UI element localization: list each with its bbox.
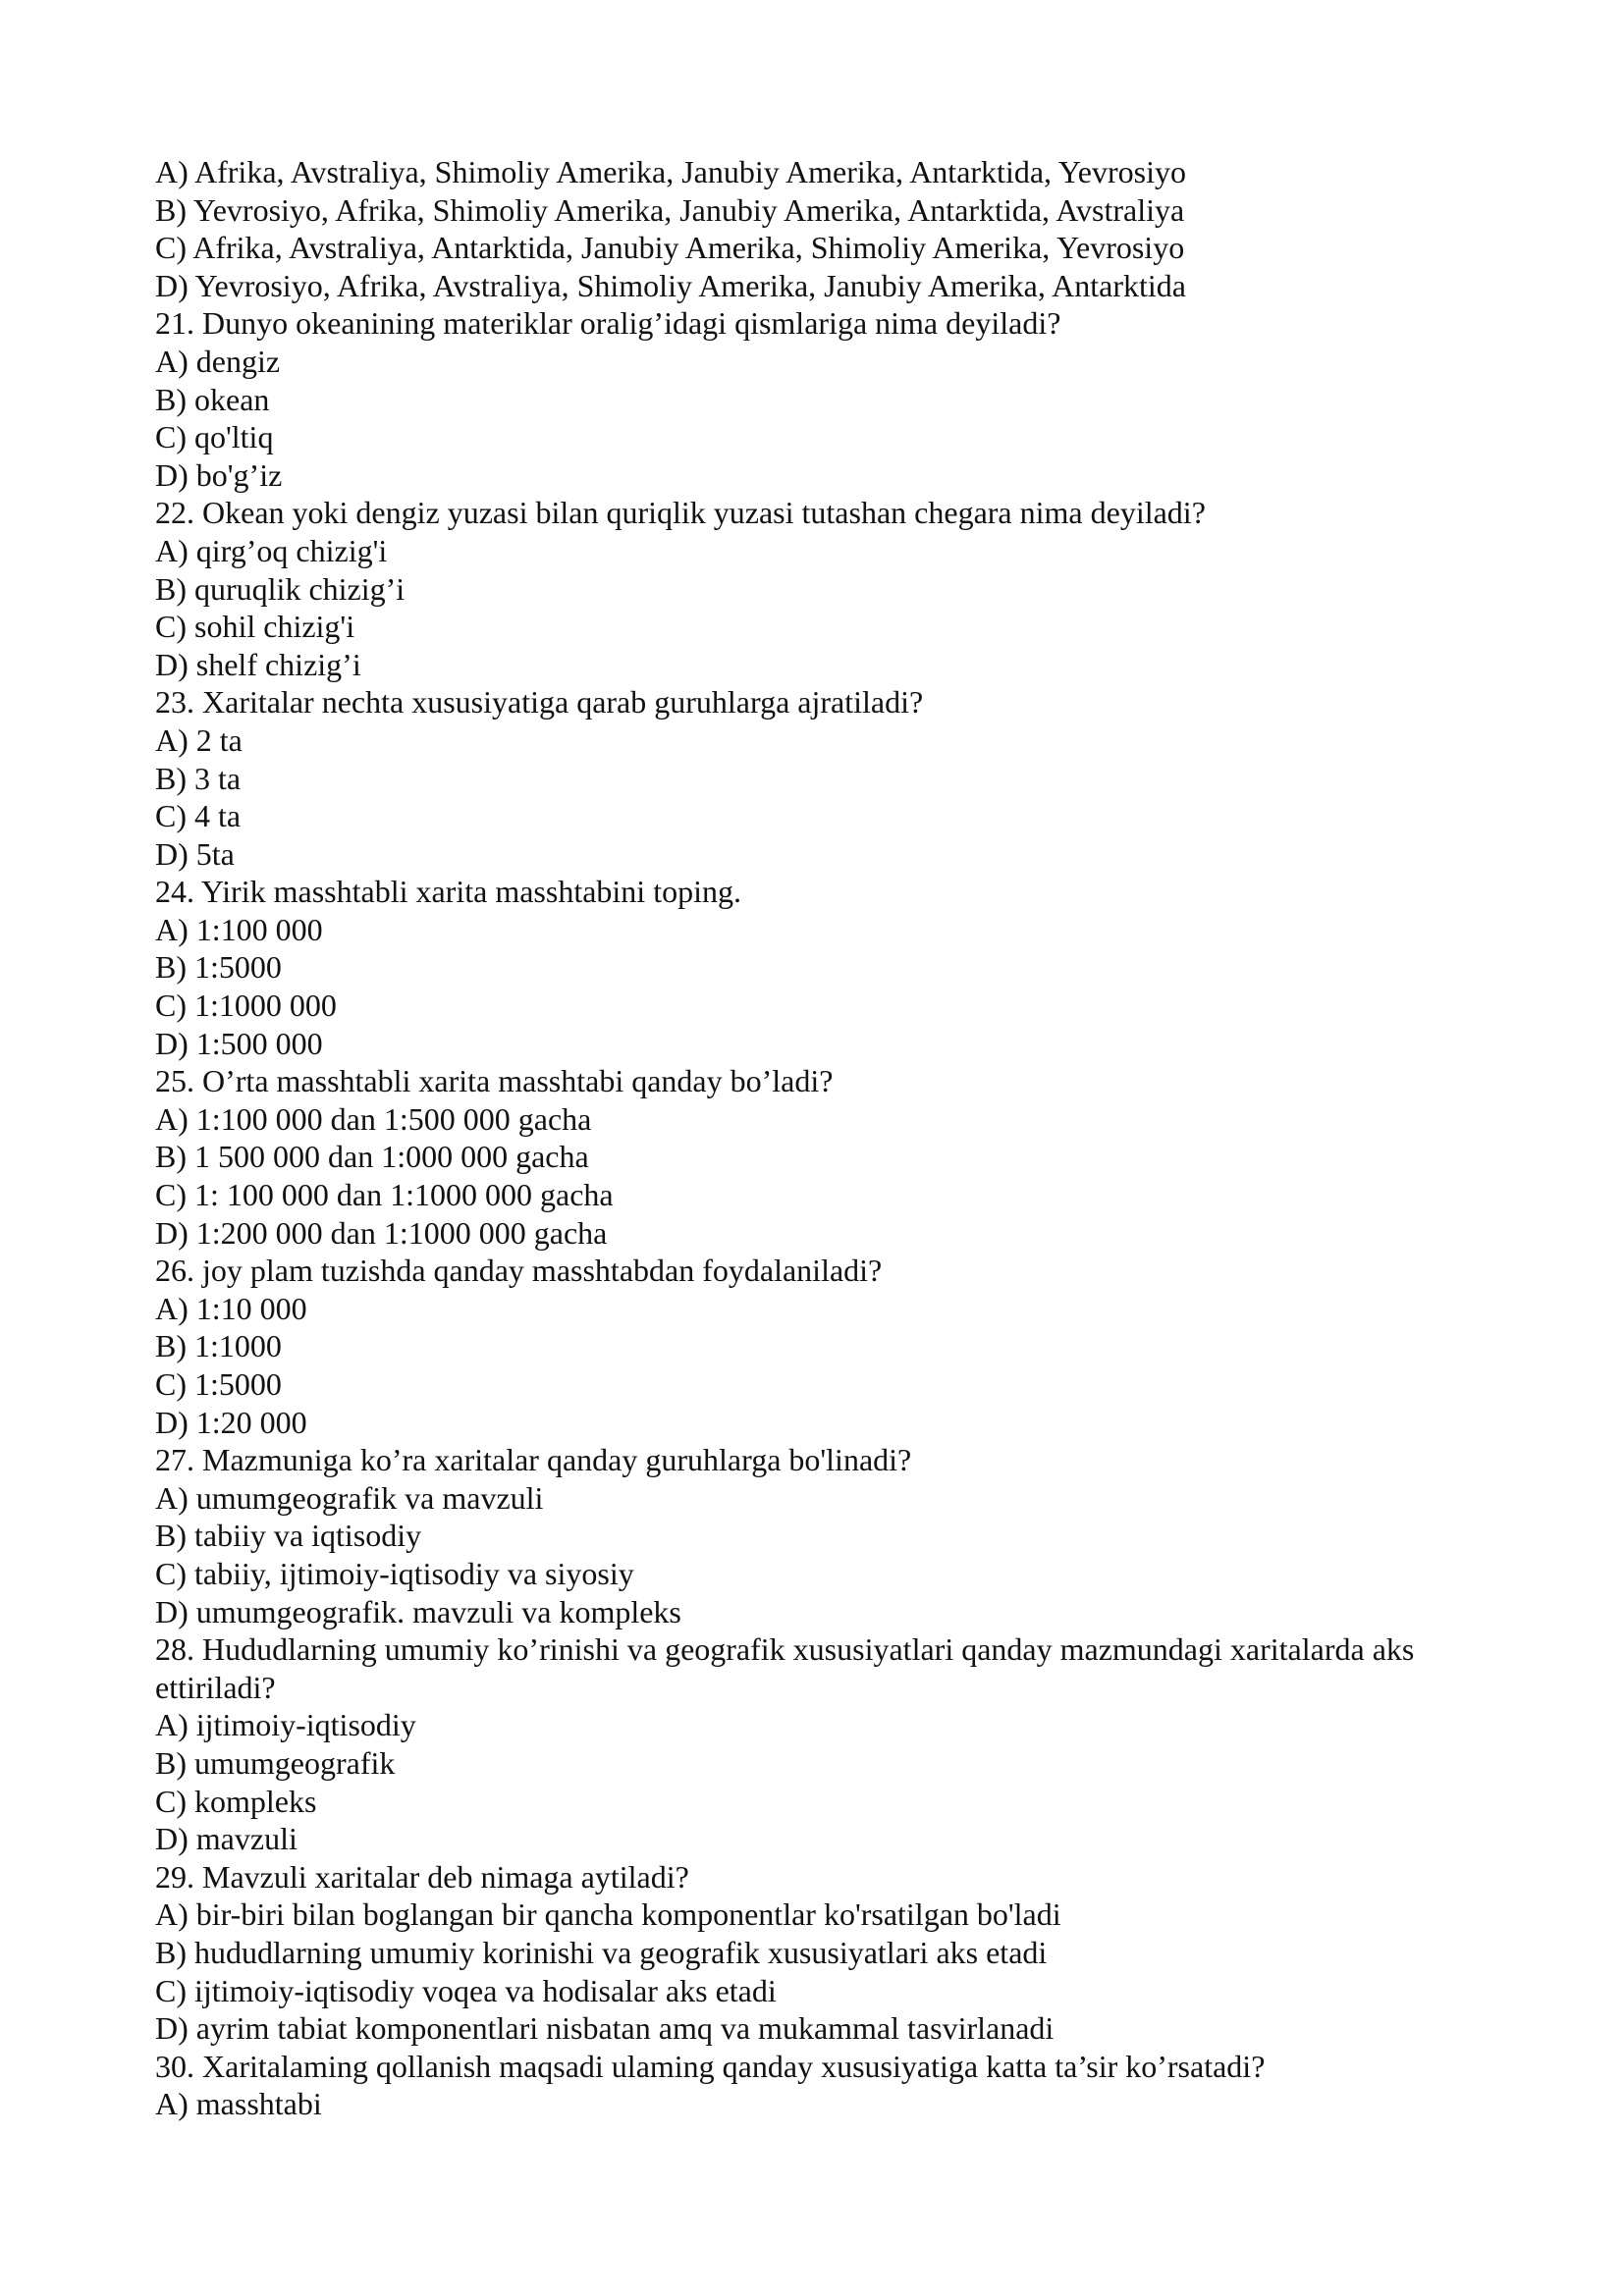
q22-option-a: A) qirg’oq chizig'i [155, 532, 388, 568]
question-28: 28. Hududlarning umumiy ko’rinishi va geografik xususiyatlari qanday mazmundagi xaritalarda aks ettiriladi? [155, 1631, 1415, 1705]
q22-option-d: D) shelf chizig’i [155, 646, 361, 682]
q25-option-c: C) 1: 100 000 dan 1:1000 000 gacha [155, 1177, 614, 1213]
q25-option-b: B) 1 500 000 dan 1:000 000 gacha [155, 1139, 589, 1175]
q26-option-b: B) 1:1000 [155, 1328, 282, 1364]
q21-option-b: B) okean [155, 381, 270, 417]
q24-option-c: C) 1:1000 000 [155, 988, 337, 1024]
q28-option-d: D) mavzuli [155, 1821, 298, 1857]
question-26: 26. joy plam tuzishda qanday masshtabdan foydalaniladi? [155, 1253, 883, 1289]
document-page [155, 153, 1530, 2123]
q23-option-a: A) 2 ta [155, 721, 243, 758]
q29-option-d: D) ayrim tabiat komponentlari nisbatan amq va mukammal tasvirlanadi [155, 2010, 1055, 2047]
q26-option-d: D) 1:20 000 [155, 1404, 307, 1440]
q23-option-d: D) 5ta [155, 835, 235, 872]
question-25: 25. O’rta masshtabli xarita masshtabi qanday bo’ladi? [155, 1063, 834, 1099]
q24-option-d: D) 1:500 000 [155, 1025, 323, 1061]
q22-option-c: C) sohil chizig'i [155, 609, 355, 645]
q21-option-c: C) qo'ltiq [155, 419, 274, 455]
q22-option-b: B) quruqlik chizig’i [155, 570, 406, 607]
q20-option-b: B) Yevrosiyo, Afrika, Shimoliy Amerika, Janubiy Amerika, Antarktida, Avstraliya [155, 191, 1185, 228]
q26-option-a: A) 1:10 000 [155, 1290, 307, 1326]
q26-option-c: C) 1:5000 [155, 1366, 282, 1402]
q27-option-d: D) umumgeografik. mavzuli va kompleks [155, 1593, 681, 1629]
question-29: 29. Mavzuli xaritalar deb nimaga aytiladi? [155, 1858, 689, 1895]
q23-option-c: C) 4 ta [155, 798, 242, 834]
q23-option-b: B) 3 ta [155, 760, 242, 796]
q29-option-c: C) ijtimoiy-iqtisodiy voqea va hodisalar aks etadi [155, 1972, 777, 2008]
q24-option-b: B) 1:5000 [155, 949, 282, 986]
q28-option-c: C) kompleks [155, 1783, 317, 1819]
question-22: 22. Okean yoki dengiz yuzasi bilan quriqlik yuzasi tutashan chegara nima deyiladi? [155, 495, 1206, 531]
q25-option-a: A) 1:100 000 dan 1:500 000 gacha [155, 1100, 592, 1137]
q28-option-a: A) ijtimoiy-iqtisodiy [155, 1707, 416, 1743]
q30-option-a: A) masshtabi [155, 2086, 322, 2122]
question-24: 24. Yirik masshtabli xarita masshtabini toping. [155, 874, 741, 910]
q25-option-d: D) 1:200 000 dan 1:1000 000 gacha [155, 1214, 608, 1251]
question-23: 23. Xaritalar nechta xususiyatiga qarab guruhlarga ajratiladi? [155, 684, 924, 721]
q27-option-a: A) umumgeografik va mavzuli [155, 1479, 544, 1516]
q27-option-b: B) tabiiy va iqtisodiy [155, 1518, 422, 1554]
q27-option-c: C) tabiiy, ijtimoiy-iqtisodiy va siyosiy [155, 1555, 634, 1591]
q29-option-b: B) hududlarning umumiy korinishi va geografik xususiyatlari aks etadi [155, 1934, 1048, 1970]
q21-option-a: A) dengiz [155, 343, 281, 379]
question-21: 21. Dunyo okeanining materiklar oralig’idagi qismlariga nima deyiladi? [155, 305, 1061, 342]
q20-option-d: D) Yevrosiyo, Afrika, Avstraliya, Shimoliy Amerika, Janubiy Amerika, Antarktida [155, 267, 1186, 303]
q20-option-a: A) Afrika, Avstraliya, Shimoliy Amerika, Janubiy Amerika, Antarktida, Yevrosiyo [155, 154, 1186, 189]
q28-option-b: B) umumgeografik [155, 1744, 396, 1781]
q20-option-c: C) Afrika, Avstraliya, Antarktida, Janubiy Amerika, Shimoliy Amerika, Yevrosiyo [155, 230, 1185, 266]
q21-option-d: D) bo'g’iz [155, 456, 283, 493]
q24-option-a: A) 1:100 000 [155, 911, 323, 947]
question-30: 30. Xaritalaming qollanish maqsadi ulaming qanday xususiyatiga katta ta’sir ko’rsatadi? [155, 2048, 1266, 2084]
question-27: 27. Mazmuniga ko’ra xaritalar qanday guruhlarga bo'linadi? [155, 1442, 912, 1478]
q29-option-a: A) bir-biri bilan boglangan bir qancha komponentlar ko'rsatilgan bo'ladi [155, 1896, 1061, 1933]
